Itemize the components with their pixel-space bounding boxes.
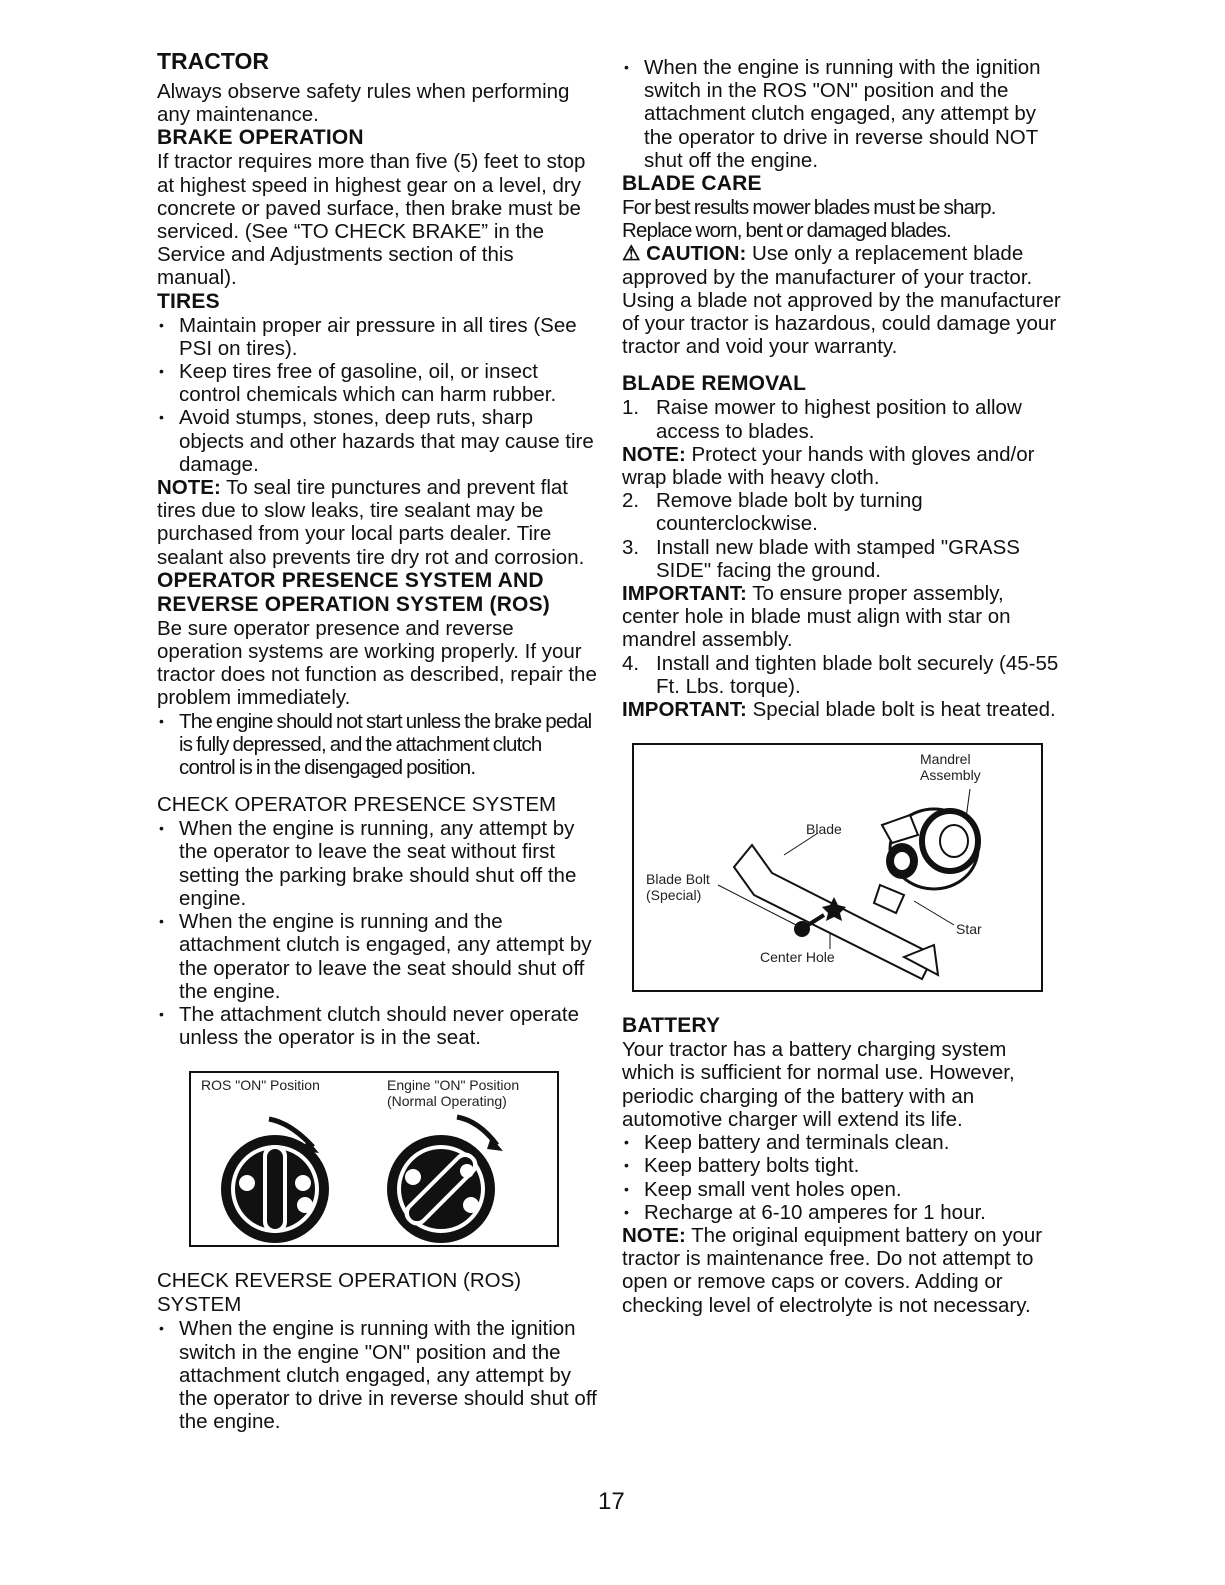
tires-heading: TIRES	[157, 289, 220, 313]
blade-figure	[632, 743, 1043, 992]
tires-list	[157, 314, 597, 476]
caution-icon: ⚠	[622, 242, 641, 266]
right-column	[622, 56, 1062, 1317]
ignition-switch-illustration	[191, 1073, 557, 1245]
blade-bolt-label: Blade Bolt	[646, 871, 710, 888]
blade-care-heading: BLADE CARE	[622, 172, 762, 196]
list-item: • When the engine is running with the ignition switch in the engine "ON" position and the attachment clutch engaged, any attempt by the operator to drive in reverse should shut off the engine.	[157, 1317, 597, 1433]
battery-text: Your tractor has a battery charging system which is sufficient for normal use. However, periodic charging of the battery with an automotive charger will extend its life.	[622, 1038, 1015, 1131]
blade-steps-3	[622, 652, 1062, 698]
page-number: 17	[598, 1488, 625, 1515]
brake-heading: BRAKE OPERATION	[157, 126, 364, 150]
note-label: NOTE:	[157, 476, 221, 500]
ros-figure	[189, 1071, 559, 1247]
list-item: • When the engine is running and the attachment clutch is engaged, any attempt by the operator to leave the seat should shut off the engine.	[157, 910, 597, 1003]
list-item: • Avoid stumps, stones, deep ruts, sharp objects and other hazards that may cause tire damage.	[157, 406, 597, 476]
battery-heading: BATTERY	[622, 1014, 721, 1038]
battery-list	[622, 1131, 1062, 1224]
caution-text	[622, 242, 1062, 358]
section-title: TRACTOR	[157, 48, 270, 74]
check-ros-list	[157, 1317, 597, 1433]
important-note-2: IMPORTANT: Special blade bolt is heat treated.	[622, 698, 1056, 722]
brake-text: If tractor requires more than five (5) feet to stop at highest speed in highest gear on a level, dry concrete or paved surface, then brake must be serviced. (See “TO CHECK BRAKE” in the Service and Adjustments section of this manual).	[157, 150, 586, 290]
list-item: 1. Raise mower to highest position to allow access to blades.	[622, 396, 1022, 443]
list-item: • The engine should not start unless the brake pedal is fully depressed, and the attachment clutch control is in the disengaged position.	[157, 710, 597, 780]
ros-list	[622, 56, 1062, 172]
note-text: To seal tire punctures and prevent flat tires due to slow leaks, tire sealant may be purchased from your local parts dealer. Tire sealant also prevents tire dry rot and corrosion.	[157, 476, 585, 569]
list-item: • Keep small vent holes open.	[622, 1178, 1062, 1201]
blade-steps-1	[622, 396, 1062, 442]
caution-body: Use only a replacement blade approved by the manufacturer of your tractor. Using a blade not approved by the manufacturer of your tractor is hazardous, could damage your tractor and void your warranty.	[622, 242, 1061, 359]
check-ops-list	[157, 817, 597, 1049]
blade-assembly-illustration	[634, 745, 1041, 990]
list-item: • The attachment clutch should never operate unless the operator is in the seat.	[157, 1003, 597, 1049]
list-item: 4. Install and tighten blade bolt securely (45-55 Ft. Lbs. torque).	[622, 651, 1059, 698]
caution-label: CAUTION:	[646, 242, 747, 266]
left-column	[157, 48, 597, 1433]
list-item: • Keep battery and terminals clean.	[622, 1131, 1062, 1154]
important-note-1: IMPORTANT: To ensure proper assembly, center hole in blade must align with star on mandrel assembly.	[622, 582, 1011, 652]
check-ros-heading: CHECK REVERSE OPERATION (ROS) SYSTEM	[157, 1269, 522, 1317]
normal-operating-label: (Normal Operating)	[387, 1093, 507, 1110]
center-hole-label: Center Hole	[760, 949, 835, 966]
battery-note: NOTE: The original equipment battery on your tractor is maintenance free. Do not attempt to open or remove caps or covers. Adding or checking level of electrolyte is not necessary.	[622, 1223, 1043, 1317]
blade-removal-heading: BLADE REMOVAL	[622, 372, 807, 396]
assembly-label: Assembly	[920, 767, 981, 784]
list-item: 3. Install new blade with stamped "GRASS SIDE" facing the ground.	[622, 535, 1020, 582]
ros-on-label: ROS "ON" Position	[201, 1077, 320, 1094]
blade-label: Blade	[806, 821, 842, 838]
engine-on-label: Engine "ON" Position	[387, 1077, 520, 1094]
ops-list	[157, 710, 597, 780]
list-item: • Recharge at 6-10 amperes for 1 hour.	[622, 1201, 1062, 1224]
list-item: • Maintain proper air pressure in all tires (See PSI on tires).	[157, 314, 597, 360]
intro-text: Always observe safety rules when performing any maintenance.	[157, 80, 570, 127]
mandrel-label: Mandrel	[920, 751, 971, 768]
list-item: • When the engine is running, any attempt by the operator to leave the seat without first setting the parking brake should shut off the engine.	[157, 817, 597, 910]
tires-note	[157, 476, 597, 569]
list-item: • Keep battery bolts tight.	[622, 1154, 1062, 1177]
blade-note: NOTE: Protect your hands with gloves and/or wrap blade with heavy cloth.	[622, 442, 1035, 490]
check-ops-heading: CHECK OPERATOR PRESENCE SYSTEM	[157, 793, 557, 817]
blade-steps-2	[622, 489, 1062, 582]
special-label: (Special)	[646, 887, 702, 904]
list-item: • When the engine is running with the ignition switch in the ROS "ON" position and the attachment clutch engaged, any attempt by the operator to drive in reverse should NOT shut off the engine.	[622, 56, 1062, 172]
ops-text: Be sure operator presence and reverse operation systems are working properly. If your tractor does not function as described, repair the problem immediately.	[157, 616, 597, 710]
star-label: Star	[956, 921, 982, 938]
blade-care-text: For best results mower blades must be sharp. Replace worn, bent or damaged blades.	[622, 196, 996, 243]
list-item: 2. Remove blade bolt by turning counterclockwise.	[622, 489, 923, 536]
ops-heading: OPERATOR PRESENCE SYSTEM AND REVERSE OPERATION SYSTEM (ROS)	[157, 568, 550, 616]
list-item: • Keep tires free of gasoline, oil, or insect control chemicals which can harm rubber.	[157, 360, 597, 406]
